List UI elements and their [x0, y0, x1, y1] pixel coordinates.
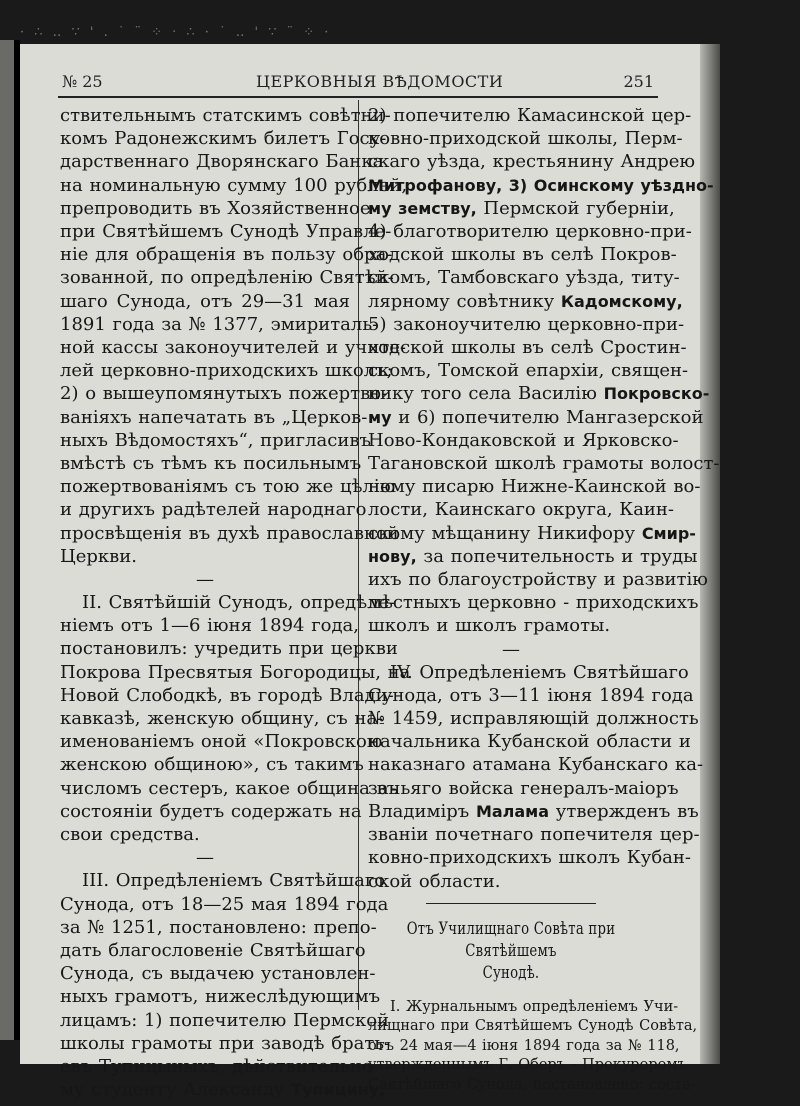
text-run: лярному совѣтнику	[368, 290, 561, 312]
text-run: скомъ, Томской епархiи, священ-	[368, 360, 689, 382]
text-line: утвержденнымъ Г. Оберъ - Прокуроромъ	[368, 1057, 687, 1074]
text-run: IV. Опредѣленiемъ Святѣйшаго	[390, 661, 689, 683]
paragraph-iii	[60, 869, 391, 1101]
text-line: отъ 24 мая—4 iюня 1894 года за № 118,	[368, 1037, 680, 1054]
text-run: ской области.	[368, 870, 501, 892]
text-line: ныхъ грамотъ, нижеслѣдующимъ	[60, 986, 381, 1008]
text-run: утвержденъ въ	[549, 800, 699, 822]
text-line: 1891 года за № 1377, эмириталь-	[60, 313, 379, 335]
text-line: I. Журнальнымъ опредѣленiемъ Учи-	[390, 998, 679, 1015]
text-run: и 6) попечителю Мангазерской	[391, 406, 704, 428]
text-run: ковно-приходскихъ школъ Кубан-	[368, 847, 691, 869]
text-line: Святѣйшаго Сунода, постановлено: соста-	[368, 1076, 696, 1093]
text-line	[368, 614, 654, 637]
text-line	[368, 243, 677, 266]
section-heading-line-2: Сунодѣ.	[482, 962, 540, 983]
text-line	[368, 800, 699, 823]
paragraph-council-i	[368, 998, 698, 1096]
previous-page-edge	[0, 40, 14, 1040]
text-line: школы грамоты при заводѣ брать-	[60, 1032, 391, 1054]
text-line: вмѣстѣ съ тѣмъ къ посильнымъ	[60, 453, 362, 475]
text-run: наказнаго атамана Кубанскаго ка-	[368, 754, 704, 776]
text-line	[368, 406, 704, 429]
separator-dash: —	[502, 638, 520, 660]
text-line: лищнаго при Святѣйшемъ Сунодѣ Совѣта,	[368, 1018, 698, 1035]
text-run: Тагановской школѣ грамоты волост-	[368, 453, 720, 475]
text-line	[368, 266, 680, 289]
text-line: шаго Сунода, отъ 29—31 мая	[60, 290, 350, 312]
text-line: ныхъ Вѣдомостяхъ“, пригласивъ	[60, 429, 371, 451]
header-rule	[58, 96, 658, 98]
text-line	[368, 313, 685, 336]
text-line: евъ Тупицыныхъ, дѣйствительно-	[60, 1055, 379, 1077]
text-line: свои средства.	[60, 824, 200, 846]
text-line: просвѣщенiя въ духѣ православной	[60, 522, 399, 544]
text-run: начальника Кубанской области и	[368, 731, 691, 753]
paragraph-ii	[60, 591, 411, 846]
text-line: при Святѣйшемъ Сунодѣ Управле-	[60, 221, 392, 243]
text-line: постановилъ: учредить при церкви	[60, 638, 398, 660]
text-run: Сунода, отъ 3—11 iюня 1894 года	[368, 684, 694, 706]
text-run: Владимiръ	[368, 800, 476, 822]
text-line	[368, 870, 654, 893]
text-line: именованiемъ оной «Покровскою	[60, 731, 383, 753]
text-run: званiи почетнаго попечителя цер-	[368, 824, 700, 846]
text-line	[368, 777, 679, 800]
text-line	[368, 846, 691, 869]
separator-dash: —	[196, 569, 214, 591]
text-run: ходской школы въ селѣ Сростин-	[368, 337, 687, 359]
text-run: № 1459, исправляющiй должность	[368, 708, 699, 730]
text-line	[368, 684, 694, 707]
text-line: комъ Радонежскимъ билетъ Госу-	[60, 128, 387, 150]
text-line	[368, 174, 714, 197]
text-line	[368, 475, 701, 498]
text-line: Покрова Пресвятыя Богородицы, на	[60, 661, 411, 683]
text-run: ихъ по благоустройству и развитiю	[368, 569, 708, 591]
text-run: скому мѣщанину Никифору	[368, 522, 642, 544]
text-run: му студенту Александу	[60, 1079, 292, 1101]
text-line: лей церковно-приходскихъ школъ;	[60, 360, 393, 382]
text-line: Сунода, съ выдачею установлен-	[60, 963, 376, 985]
text-line: пожертвованiямъ съ тою же цѣлiю	[60, 476, 396, 498]
text-run: школъ и школъ грамоты.	[368, 615, 611, 637]
text-line: за № 1251, постановлено: препо-	[60, 916, 377, 938]
journal-title: ЦЕРКОВНЫЯ ВѢДОМОСТИ	[256, 72, 504, 91]
text-line	[368, 591, 699, 614]
name-bold: му земству,	[368, 198, 477, 218]
text-line	[368, 730, 691, 753]
text-line: нiемъ отъ 1—6 iюня 1894 года,	[60, 615, 360, 637]
name-bold: Кадомскому,	[560, 291, 683, 311]
text-line: на номинальную сумму 100 рублей,	[60, 174, 408, 196]
section-heading-line-1: Отъ Училищнаго Совѣта при Святѣйшемъ	[406, 918, 616, 961]
paragraph-iv	[368, 661, 704, 893]
page-number: 251	[623, 72, 654, 91]
paragraph-iii-continuation	[368, 104, 720, 638]
text-run: 5) законоучителю церковно-при-	[368, 313, 685, 335]
text-line	[368, 707, 699, 730]
text-line	[368, 150, 696, 173]
text-run: зачьяго войска генералъ-маiоръ	[368, 777, 679, 799]
text-line	[368, 429, 679, 452]
text-line	[368, 498, 675, 521]
text-run: Ново-Кондаковской и Ярковско-	[368, 429, 679, 451]
text-run: ному писарю Нижне-Каинской во-	[368, 476, 701, 498]
text-line	[368, 661, 689, 684]
text-line	[368, 336, 687, 359]
text-line	[368, 104, 692, 127]
name-bold: Покровско-	[603, 384, 710, 404]
text-line	[368, 197, 675, 220]
text-line	[368, 753, 704, 776]
name-bold: Смир-	[641, 523, 696, 543]
right-column	[368, 104, 720, 1095]
text-line: препроводить въ Хозяйственное	[60, 197, 371, 219]
text-run: ходской школы въ селѣ Покров-	[368, 244, 677, 266]
text-line	[368, 823, 700, 846]
text-line: 2) о вышеупомянутыхъ пожертво-	[60, 383, 388, 405]
text-line: дарственнаго Дворянскаго Банка	[60, 151, 384, 173]
text-run: нику того села Василiю	[368, 383, 604, 405]
name-bold: Митрофанову, 3) Осинскому уѣздно-	[368, 175, 714, 195]
text-line: числомъ сестеръ, какое община въ	[60, 777, 399, 799]
separator-dash: —	[196, 847, 214, 869]
surname-bold: Тупицину,	[291, 1080, 386, 1100]
text-line: кавказѣ, женскую общину, съ на-	[60, 708, 384, 730]
text-line	[368, 545, 698, 568]
name-bold: Малама	[475, 801, 550, 821]
text-line: и другихъ радѣтелей народнаго	[60, 499, 367, 521]
text-line	[60, 1078, 386, 1101]
text-line: II. Святѣйшiй Сунодъ, опредѣле-	[82, 592, 396, 614]
page-edge-shadow	[700, 44, 720, 1064]
text-line	[368, 290, 683, 313]
name-bold: нову,	[368, 546, 417, 566]
text-line	[368, 127, 683, 150]
text-line: Церкви.	[60, 545, 137, 567]
text-line	[368, 382, 710, 405]
text-run: лости, Каинскаго округа, Каин-	[368, 499, 675, 521]
bleed-through-noise: · ∴ ‥ ∵ ' . ˙ ¨ ⁘ ‧ ∴ · ˙ ‥ ' ∵ ¨ ⁘ ·	[20, 25, 332, 40]
text-line: III. Опредѣленiемъ Святѣйшаго	[82, 870, 386, 892]
name-bold: му	[368, 407, 392, 427]
text-line: состоянiи будетъ содержать на	[60, 800, 362, 822]
text-line: ванiяхъ напечатать въ „Церков-	[60, 406, 368, 428]
text-line	[368, 522, 696, 545]
text-line: зованной, по опредѣленiю Святѣй-	[60, 267, 394, 289]
text-line: ной кассы законоучителей и учите-	[60, 337, 407, 359]
section-rule	[426, 903, 596, 904]
text-line: дать благословенiе Святѣйшаго	[60, 939, 366, 961]
text-line: Сунода, отъ 18—25 мая 1894 года	[60, 893, 389, 915]
text-line: нiе для обращенiя въ пользу обра-	[60, 244, 393, 266]
text-run: 4) благотворителю церковно-при-	[368, 221, 692, 243]
text-line	[368, 359, 689, 382]
text-run: мѣстныхъ церковно - приходскихъ	[368, 592, 699, 614]
issue-number: № 25	[62, 72, 103, 91]
section-heading	[399, 918, 622, 984]
text-run: за попечительность и труды	[416, 545, 698, 567]
text-line: Новой Слободкѣ, въ городѣ Влади-	[60, 684, 394, 706]
text-line: женскою общиною», съ такимъ	[60, 754, 364, 776]
text-line: лицамъ: 1) попечителю Пермской	[60, 1009, 390, 1031]
text-run: ковно-приходской школы, Перм-	[368, 128, 683, 150]
text-line	[368, 452, 720, 475]
text-run: Пермской губернiи,	[476, 197, 675, 219]
text-run: скомъ, Тамбовскаго уѣзда, титу-	[368, 267, 680, 289]
text-line	[368, 568, 708, 591]
text-run: скаго уѣзда, крестьянину Андрею	[368, 151, 696, 173]
running-header	[62, 72, 654, 92]
text-run: 2) попечителю Камасинской цер-	[368, 105, 692, 126]
text-line	[368, 220, 692, 243]
text-line: ствительнымъ статскимъ совѣтни-	[60, 105, 391, 126]
